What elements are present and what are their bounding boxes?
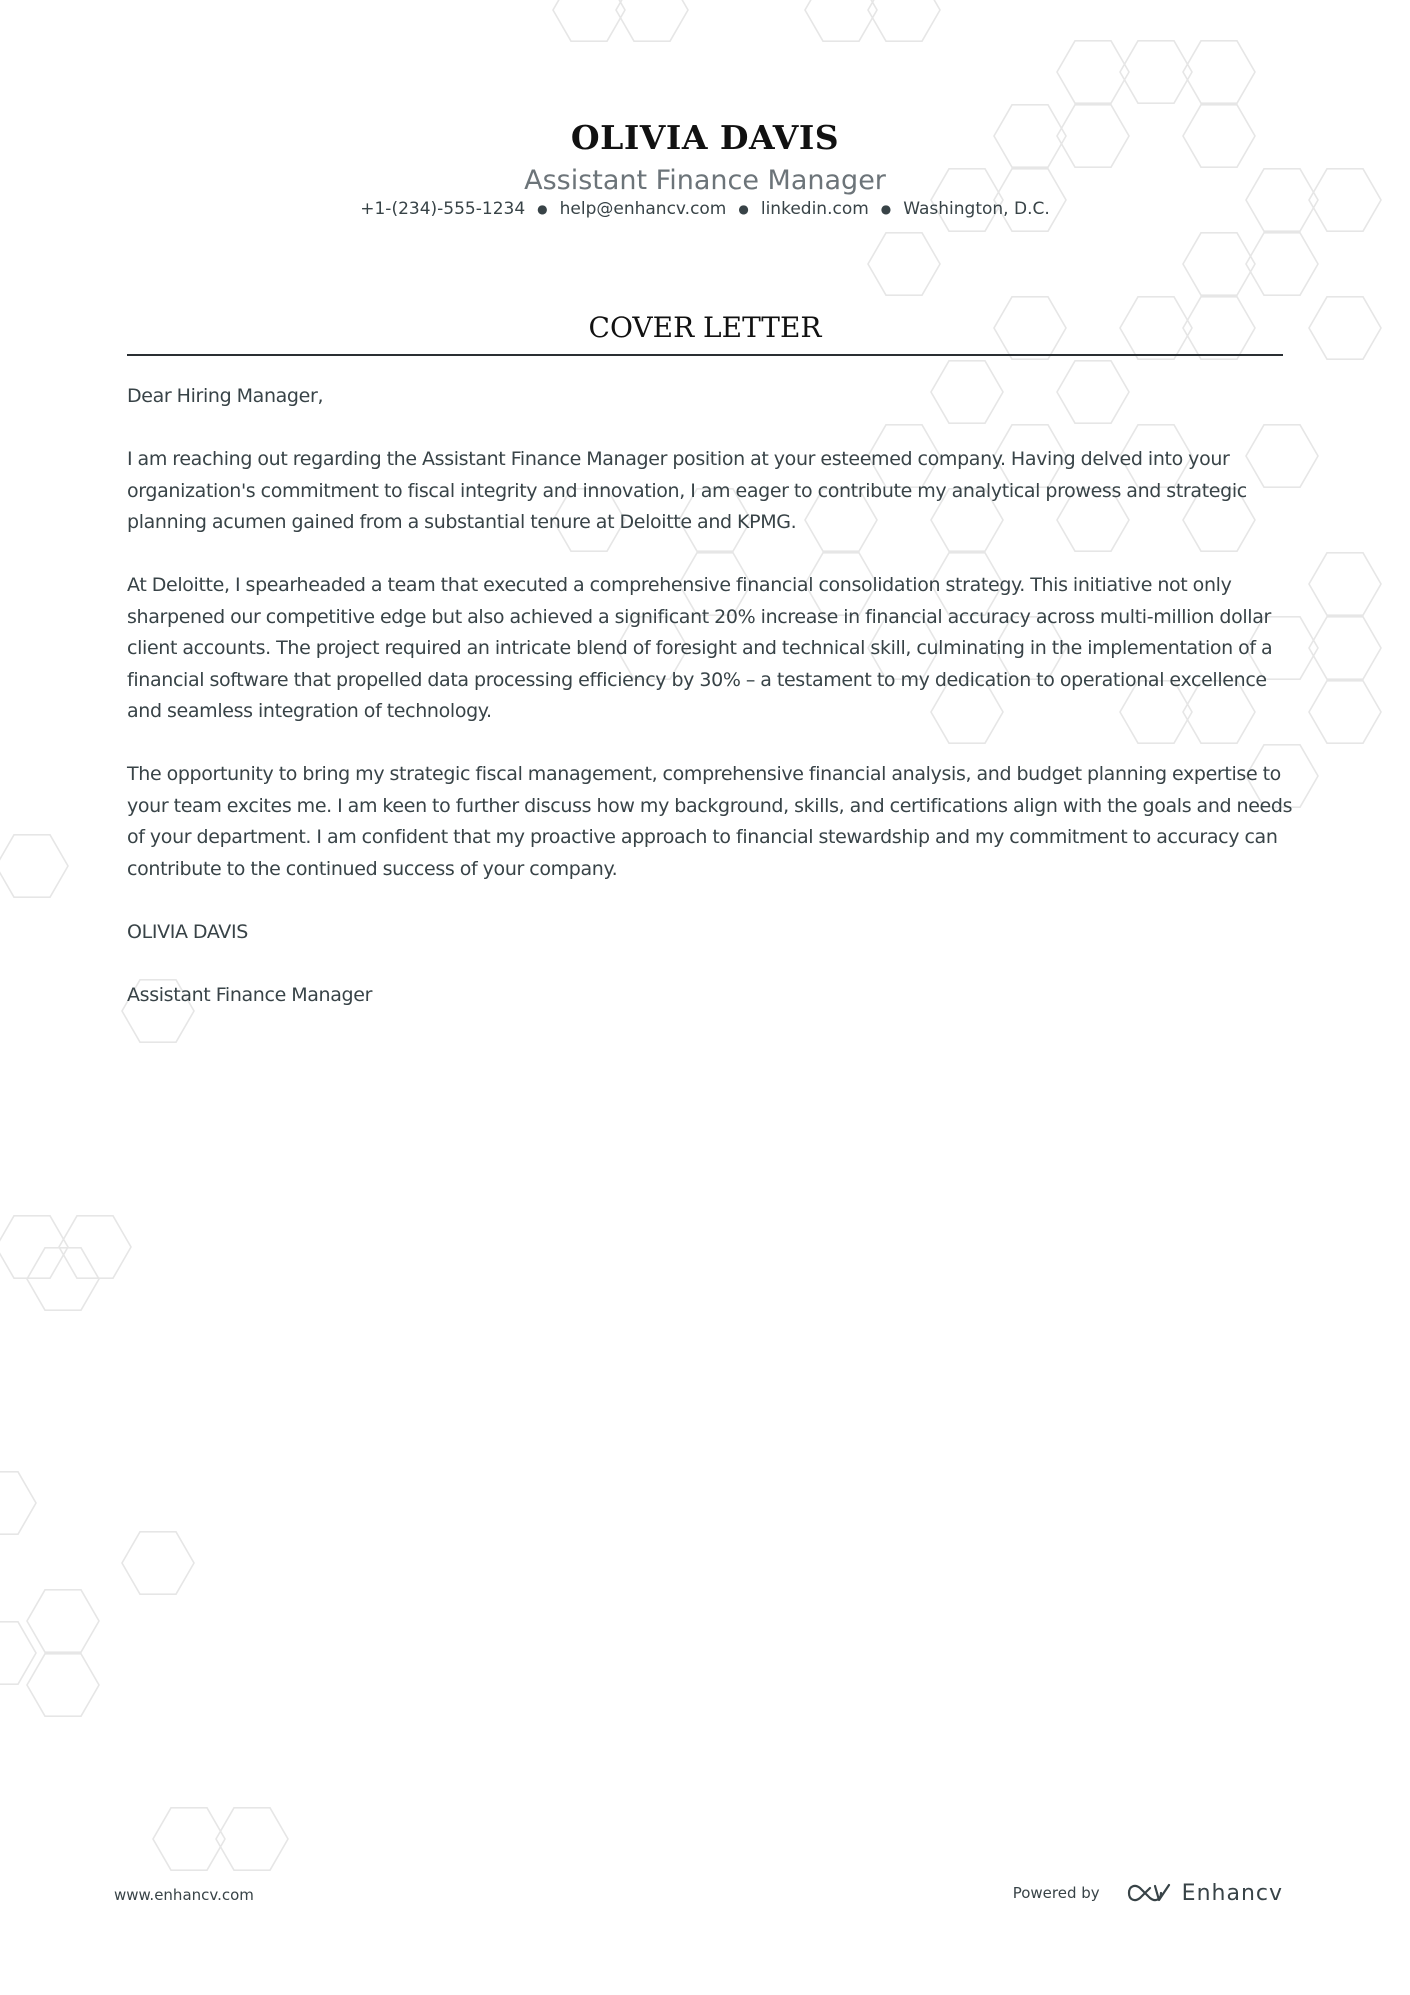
section-title: COVER LETTER [588, 311, 822, 344]
letter-paragraph-2: At Deloitte, I spearheaded a team that executed a comprehensive financial consolidation strategy. This initiative not only sharpened our competitive edge but also achieved a significant 20% increase in financial accuracy across multi-million dollar client accounts. The project required an intricate blend of foresight and technical skill, culminating in the implementation of a financial software that propelled data processing efficiency by 30% – a testament to my dedication to operational excellence and seamless integration of technology. [127, 574, 1273, 722]
bullet-separator-icon: ● [537, 202, 548, 216]
letter-greeting: Dear Hiring Manager, [127, 385, 324, 407]
letter-paragraph-3: The opportunity to bring my strategic fiscal management, comprehensive financial analysis, and budget planning expertise to your team excites me. I am keen to further discuss how my background, skills, and certifications align with the goals and needs of your department. I am confident that my proactive approach to financial stewardship and my commitment to accuracy can contribute to the continued success of your company. [127, 763, 1293, 880]
footer-branding[interactable] [1013, 1876, 1283, 1910]
bullet-separator-icon: ● [880, 202, 892, 216]
contact-line [0, 197, 1410, 221]
letter-paragraph-1: I am reaching out regarding the Assistant Finance Manager position at your esteemed company. Having delved into your organization's commitment to fiscal integrity and innovation, I am eager to contribute my analytical prowess and strategic planning acumen gained from a substantial tenure at Deloitte and KPMG. [127, 448, 1247, 533]
section-divider [127, 354, 1283, 356]
enhancv-logo-icon [1126, 1880, 1172, 1906]
candidate-role: Assistant Finance Manager [524, 165, 886, 196]
signature-title: Assistant Finance Manager [127, 983, 373, 1006]
signature-name: OLIVIA DAVIS [127, 920, 248, 943]
brand-name: Enhancv [1181, 1880, 1283, 1906]
footer-website-link[interactable]: www.enhancv.com [114, 1886, 254, 1904]
location-text: Washington, D.C. [903, 199, 1050, 219]
powered-by-label: Powered by [1012, 1884, 1100, 1902]
email-link[interactable]: help@enhancv.com [559, 199, 727, 219]
phone-text: +1-(234)-555-1234 [360, 199, 526, 219]
letter-body [127, 381, 1297, 1043]
candidate-name: OLIVIA DAVIS [570, 118, 840, 157]
linkedin-link[interactable]: linkedin.com [760, 199, 869, 219]
bullet-separator-icon: ● [738, 202, 749, 216]
